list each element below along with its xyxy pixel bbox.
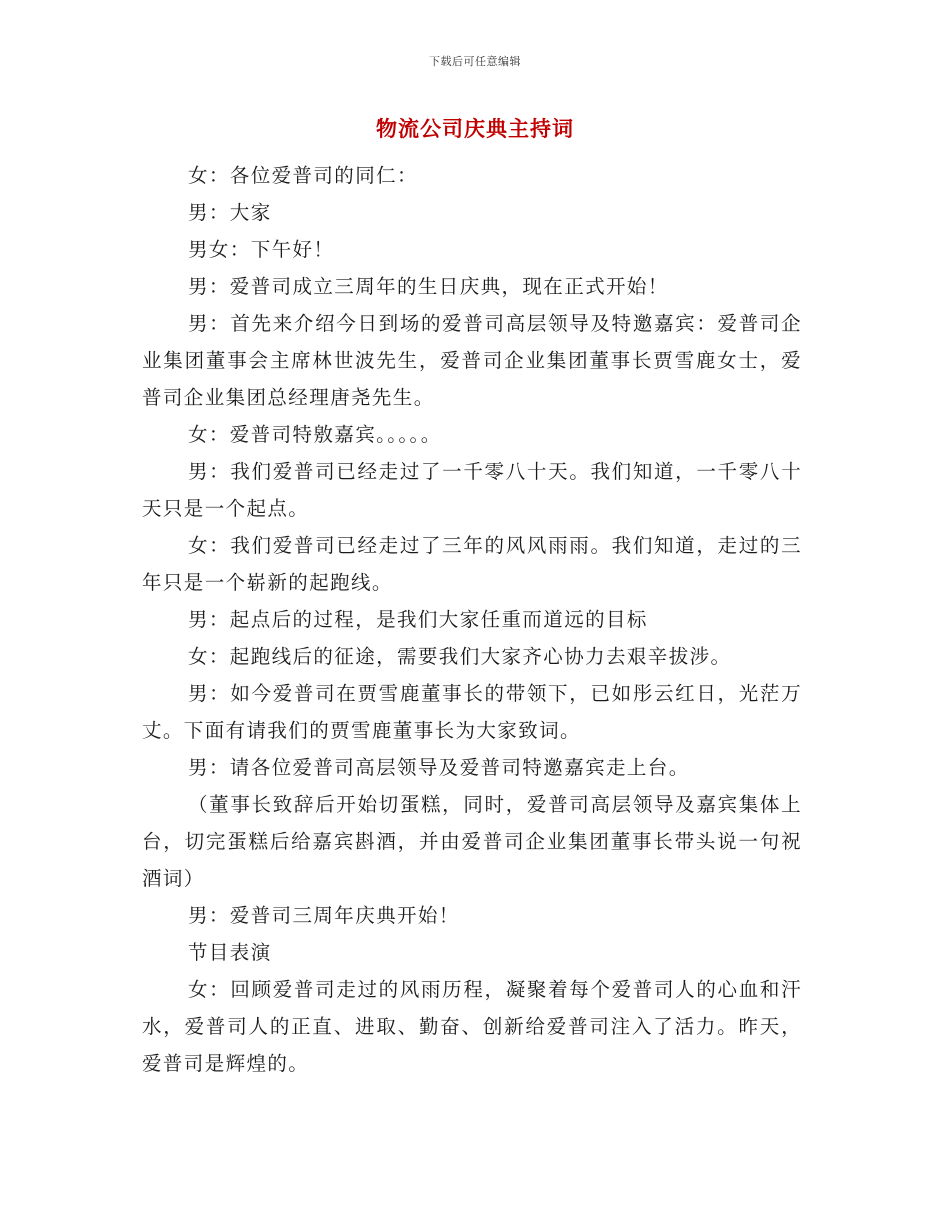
- document-title: 物流公司庆典主持词: [376, 117, 574, 141]
- paragraph-14: 男：爱普司三周年庆典开始！: [188, 904, 460, 927]
- paragraph-16: 女：回顾爱普司走过的风雨历程，凝聚着每个爱普司人的心血和汗水，爱普司人的正直、进取、勤奋、创新给爱普司注入了活力。昨天，爱普司是辉煌的。: [142, 978, 802, 1075]
- paragraph-13: （董事长致辞后开始切蛋糕，同时，爱普司高层领导及嘉宾集体上台，切完蛋糕后给嘉宾斟酒，并由爱普司企业集团董事长带头说一句祝酒词）: [142, 793, 802, 890]
- paragraph-15: 节目表演: [188, 941, 272, 964]
- paragraph-8: 女：我们爱普司已经走过了三年的风风雨雨。我们知道，走过的三年只是一个崭新的起跑线。: [142, 534, 802, 594]
- paragraph-11: 男：如今爱普司在贾雪鹿董事长的带领下，已如彤云红日，光茫万丈。下面有请我们的贾雪鹿董事长为大家致词。: [142, 682, 802, 742]
- paragraph-6: 女：爱普司特敫嘉宾。。。。。: [188, 423, 442, 446]
- paragraph-10: 女：起跑线后的征途，需要我们大家齐心协力去艰辛拔涉。: [188, 645, 732, 668]
- header-note: 下载后可任意编辑: [429, 55, 521, 68]
- paragraph-5: 男：首先来介绍今日到场的爱普司高层领导及特邀嘉宾：爱普司企业集团董事会主席林世波先生，爱普司企业集团董事长贾雪鹿女士，爱普司企业集团总经理唐尧先生。: [142, 312, 802, 409]
- paragraph-2: 男：大家: [188, 201, 272, 224]
- paragraph-4: 男：爱普司成立三周年的生日庆典，现在正式开始！: [188, 275, 669, 298]
- paragraph-9: 男：起点后的过程，是我们大家任重而道远的目标: [188, 608, 648, 631]
- document-body: [142, 157, 802, 1082]
- paragraph-1: 女：各位爱普司的同仁：: [188, 164, 418, 187]
- paragraph-12: 男：请各位爱普司高层领导及爱普司特邀嘉宾走上台。: [188, 756, 690, 779]
- paragraph-7: 男：我们爱普司已经走过了一千零八十天。我们知道，一千零八十天只是一个起点。: [142, 460, 802, 520]
- paragraph-3: 男女：下午好！: [188, 238, 335, 261]
